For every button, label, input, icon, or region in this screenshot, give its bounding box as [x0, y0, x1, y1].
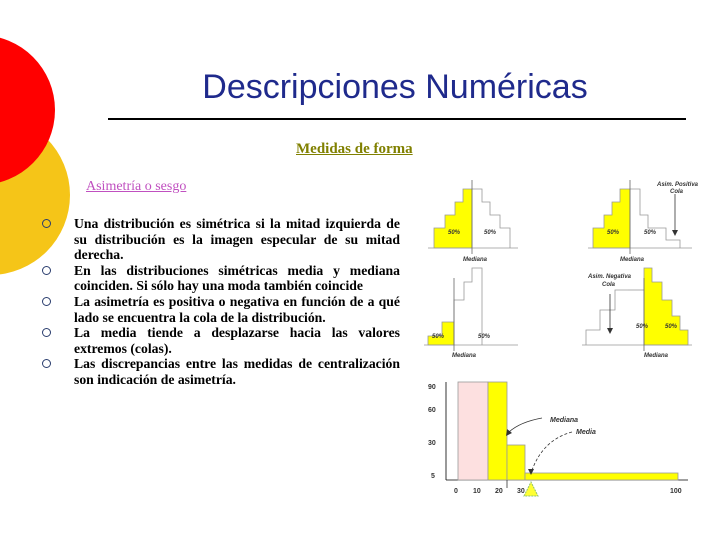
negative-right-pct: 50% — [665, 324, 678, 330]
bullet-icon — [42, 359, 51, 368]
example-x-tick: 100 — [670, 488, 682, 495]
bullet-item — [40, 356, 400, 387]
title-divider — [108, 118, 686, 120]
bullet-list — [40, 216, 400, 388]
negative-annotation: Asim. Negativa — [588, 274, 632, 280]
example-y-tick: 30 — [428, 440, 436, 447]
example-distribution-figure — [428, 382, 688, 496]
negative2-left-pct: 50% — [432, 334, 445, 340]
bullet-item — [40, 216, 400, 263]
bullet-icon — [42, 328, 51, 337]
positive-caption: Mediana — [620, 257, 645, 263]
example-y-tick: 60 — [428, 407, 436, 414]
example-y-tick: 90 — [428, 384, 436, 391]
bullet-text: La media tiende a desplazarse hacia las valores extremos (colas). — [74, 325, 400, 356]
bullet-icon — [42, 297, 51, 306]
bullet-item — [40, 263, 400, 294]
negative-caption: Mediana — [644, 353, 669, 359]
example-mean-label: Media — [576, 429, 596, 436]
negative-left-pct: 50% — [636, 324, 649, 330]
positive-annotation: Asim. Positiva — [657, 182, 699, 188]
positive-right-pct: 50% — [644, 230, 657, 236]
negative-skew-figure — [424, 268, 518, 359]
positive-skew-figure — [588, 180, 699, 263]
section-link[interactable]: Asimetría o sesgo — [86, 179, 187, 194]
bullet-text: Las discrepancias entre las medidas de centralización son indicación de asimetría. — [74, 356, 400, 387]
example-x-tick: 20 — [495, 488, 503, 495]
bullet-text: En las distribuciones simétricas media y mediana coinciden. Si sólo hay una moda también coincide — [74, 262, 400, 294]
bullet-text: Una distribución es simétrica si la mitad izquierda de su distribución es la imagen especular de su mitad derecha. — [74, 216, 400, 263]
positive-annotation-tail: Cola — [670, 189, 684, 195]
negative-skew-figure — [582, 268, 692, 359]
negative2-right-pct: 50% — [478, 334, 491, 340]
bullet-item — [40, 294, 400, 325]
negative2-caption: Mediana — [452, 353, 477, 359]
bullet-icon — [42, 219, 51, 228]
subtitle-link[interactable]: Medidas de forma — [296, 141, 413, 157]
symmetric-caption: Mediana — [463, 257, 488, 263]
symmetric-left-pct: 50% — [448, 230, 461, 236]
example-x-tick: 30 — [517, 488, 525, 495]
slide-title: Descripciones Numéricas — [202, 68, 588, 106]
example-x-tick: 0 — [454, 488, 458, 495]
bullet-text: La asimetría es positiva o negativa en función de a qué lado se encuentra la cola de la distribución. — [74, 293, 400, 325]
positive-left-pct: 50% — [607, 230, 620, 236]
bullet-icon — [42, 266, 51, 275]
negative-annotation-tail: Cola — [602, 282, 616, 288]
symmetric-right-pct: 50% — [484, 230, 497, 236]
bullet-item — [40, 325, 400, 356]
skewness-figures — [410, 170, 710, 520]
symmetric-distribution-figure — [428, 180, 518, 263]
example-y-tick: 5 — [431, 473, 435, 480]
example-median-label: Mediana — [550, 417, 579, 424]
example-x-tick: 10 — [473, 488, 481, 495]
